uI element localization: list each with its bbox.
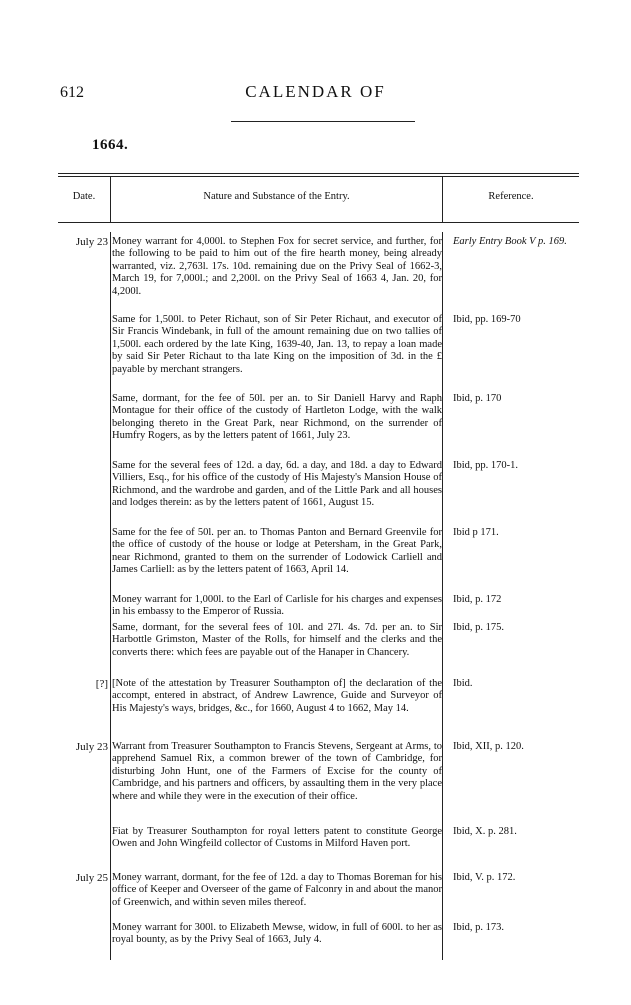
entry-text: Money warrant for 4,000l. to Stephen Fox for secret service, and further, for the following to be paid to him out of the fire hearth money, being already warranted, viz. 2,763l. 17s. 10d. remaining due on the Privy Seal of 1662-3, March 19, for 7,000l.; and 2,200l. on the Privy Seal of 1663 4, Jan. 20, for 4,200l. [112, 236, 442, 297]
header-rule [231, 121, 415, 122]
table-top-rule [58, 173, 579, 174]
column-divider-1 [110, 232, 111, 960]
entry-date: July 25 [75, 872, 108, 884]
entry-reference: Ibid, V. p. 172. [453, 872, 516, 883]
entry-reference: Ibid, p. 175. [453, 622, 505, 633]
entry-text: Same for the fee of 50l. per an. to Thomas Panton and Bernard Greenvile for the office of custody of the house or lodge at Petersham, in the Great Park, near Richmond, granted to them on the surrender of Lodowick Carliell and James Carliell: as by the letters patent of 1663, April 14. [112, 527, 442, 576]
table-top-rule-inner [58, 176, 579, 177]
entry-text: Same for 1,500l. to Peter Richaut, son of Sir Peter Richaut, and executor of Sir Francis Windebank, in full of the amount remaining due on two tallies of 1,500l. each ordered by the late King, 1639-40, Jan. 13, to repay a loan made by said Sir Peter Richaut to tha late King on the imposition of 3d. in the £ payable by merchant strangers. [112, 314, 442, 375]
entry-text: Money warrant for 300l. to Elizabeth Mewse, widow, in full of 600l. to her as royal bounty, as by the Privy Seal of 1663, July 4. [112, 922, 442, 946]
column-divider-2 [442, 232, 443, 960]
entry-reference: Ibid, p. 172 [453, 594, 502, 605]
entry-reference: Ibid, X. p. 281. [453, 826, 517, 837]
entry-reference: Ibid p 171. [453, 527, 499, 538]
header-reference: Reference. [488, 191, 534, 202]
entry-reference: Ibid, p. 173. [453, 922, 505, 933]
entry-reference: Ibid, pp. 169-70 [453, 314, 521, 325]
year-heading: 1664. [92, 137, 129, 153]
header-date: Date. [72, 191, 96, 202]
entry-text: Money warrant for 1,000l. to the Earl of Carlisle for his charges and expenses in his embassy to the Emperor of Russia. [112, 594, 442, 618]
entry-date: [?] [95, 678, 108, 690]
entry-text: Fiat by Treasurer Southampton for royal letters patent to constitute George Owen and John Wingfeild collector of Customs in Milford Haven port. [112, 826, 442, 850]
entry-text: Same for the several fees of 12d. a day, 6d. a day, and 18d. a day to Edward Villiers, Esq., for his office of the custody of His Majesty's Mansion House of Richmond, and the wardrobe and garden, and of the Little Park and all houses and lodges therein: as by the letters patent of 1661, August 15. [112, 460, 442, 509]
entry-text: Money warrant, dormant, for the fee of 12d. a day to Thomas Boreman for his office of Keeper and Overseer of the game of Falconry in and about the manor of Greenwich, and within seven miles thereof. [112, 872, 442, 908]
entry-text: Same, dormant, for the several fees of 10l. and 27l. 4s. 7d. per an. to Sir Harbottle Grimston, Master of the Rolls, for himself and the clerks and the converts there: which fees are payable out of the Hanaper in Chancery. [112, 622, 442, 658]
running-head: CALENDAR OF [245, 82, 386, 101]
header-nature: Nature and Substance of the Entry. [203, 191, 350, 202]
table-header-rule [58, 222, 579, 223]
entry-date: July 23 [75, 741, 108, 753]
entry-reference: Ibid. [453, 678, 473, 689]
entry-reference: Ibid, pp. 170-1. [453, 460, 519, 471]
entry-reference: Ibid, p. 170 [453, 393, 502, 404]
entry-text: Same, dormant, for the fee of 50l. per an. to Sir Daniell Harvy and Raph Montague for their office of the custody of Hartleton Lodge, with the walk belonging thereto in the Great Park, near Richmond, on the surrender of Humfry Rogers, as by the letters patent of 1661, July 23. [112, 393, 442, 442]
entry-date: July 23 [75, 236, 108, 248]
entry-reference: Early Entry Book V p. 169. [453, 236, 567, 247]
entry-text: [Note of the attestation by Treasurer Southampton of] the declaration of the accompt, entered in abstract, of Andrew Lawrence, Guide and Surveyor of His Majesty's ways, bridges, &c., for 1660, August 4 to 1662, May 14. [112, 678, 442, 714]
entry-reference: Ibid, XII, p. 120. [453, 741, 524, 752]
page-number: 612 [60, 84, 84, 101]
entry-text: Warrant from Treasurer Southampton to Francis Stevens, Sergeant at Arms, to apprehend Samuel Rix, a common brewer of the town of Cambridge, for disturbing John Hunt, one of the Farmers of Excise for the county of Cambridge, and his partners and officers, by assaulting them in the very place where and while they were in the execution of their office. [112, 741, 442, 802]
